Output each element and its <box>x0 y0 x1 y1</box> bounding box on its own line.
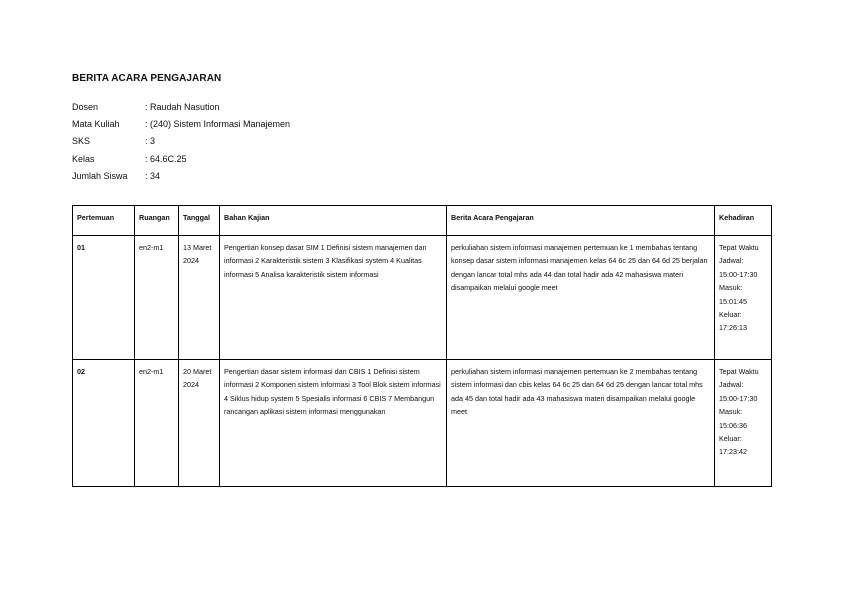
kehadiran-keluar-value: 17:26:13 <box>719 323 747 333</box>
cell-tanggal: 13 Maret 2024 <box>179 236 220 360</box>
header-berita-acara: Berita Acara Pengajaran <box>447 206 715 236</box>
cell-berita-acara: perkuliahan sistem informasi manajemen pertemuan ke 1 membahas tentang konsep dasar sistem informasi manajemen kelas 64 6c 25 dan 64 6d 25 berjalan dengan lancar total mhs ada 44 dan total hadir ada 42 mahasiswa materi disampaikan melalui google meet <box>447 236 715 360</box>
cell-bahan-kajian: Pengertian konsep dasar SIM 1 Definisi sistem manajemen dan informasi 2 Karakteristik sistem 3 Klasifikasi system 4 Kualitas informasi 5 Analisa karakteristik sistem informasi <box>220 236 447 360</box>
cell-tanggal: 20 Maret 2024 <box>179 360 220 487</box>
info-row-jumlah-siswa <box>72 168 290 185</box>
kehadiran-masuk-value: 15:01:45 <box>719 296 747 306</box>
table-row <box>73 360 772 487</box>
kehadiran-keluar-label: Keluar: <box>719 434 742 444</box>
info-label: Jumlah Siswa <box>72 170 128 181</box>
kehadiran-masuk-label: Masuk: <box>719 407 743 417</box>
cell-pertemuan: 02 <box>73 360 135 487</box>
kehadiran-status: Tepat Waktu <box>719 243 759 252</box>
header-ruangan: Ruangan <box>135 206 179 236</box>
kehadiran-jadwal-label: Jadwal: <box>719 256 744 266</box>
info-row-mata-kuliah <box>72 116 290 133</box>
kehadiran-jadwal-label: Jadwal: <box>719 380 744 390</box>
info-value: : (240) Sistem Informasi Manajemen <box>145 119 291 130</box>
info-row-dosen <box>72 99 290 116</box>
cell-ruangan: en2-m1 <box>135 360 179 487</box>
page-title: BERITA ACARA PENGAJARAN <box>72 73 222 84</box>
table-row <box>73 236 772 360</box>
course-info <box>72 99 290 185</box>
info-label: Kelas <box>72 153 95 164</box>
kehadiran-keluar-value: 17:23:42 <box>719 447 747 457</box>
attendance-table <box>72 205 772 487</box>
kehadiran-keluar-label: Keluar: <box>719 310 742 320</box>
kehadiran-jadwal-value: 15:00-17:30 <box>719 269 758 279</box>
info-label: SKS <box>72 136 91 147</box>
cell-kehadiran <box>715 360 772 487</box>
cell-ruangan: en2-m1 <box>135 236 179 360</box>
header-pertemuan: Pertemuan <box>73 206 135 236</box>
header-tanggal: Tanggal <box>179 206 220 236</box>
info-value: : 34 <box>145 170 161 181</box>
info-value: : 64.6C.25 <box>145 153 187 164</box>
cell-bahan-kajian: Pengertian dasar sistem informasi dan CBIS 1 Definisi sistem informasi 2 Komponen sistem informasi 3 Tool Blok sistem informasi 4 Siklus hidup system 5 Spesialis informasi 6 CBIS 7 Membangun rancangan aplikasi sistem informasi menggunakan <box>220 360 447 487</box>
kehadiran-masuk-label: Masuk: <box>719 283 743 293</box>
cell-pertemuan: 01 <box>73 236 135 360</box>
header-kehadiran: Kehadiran <box>715 206 772 236</box>
info-label: Mata Kuliah <box>72 119 120 130</box>
table-header-row <box>73 206 772 236</box>
info-value: : Raudah Nasution <box>145 102 220 112</box>
cell-kehadiran <box>715 236 772 360</box>
info-label: Dosen <box>72 102 99 112</box>
info-value: : 3 <box>145 136 156 147</box>
kehadiran-jadwal-value: 15:00-17:30 <box>719 393 758 403</box>
kehadiran-status: Tepat Waktu <box>719 367 759 376</box>
info-row-kelas <box>72 151 290 168</box>
kehadiran-masuk-value: 15:06:36 <box>719 420 747 430</box>
cell-berita-acara: perkuliahan sistem informasi manajemen pertemuan ke 2 membahas tentang sistem informasi dan cbis kelas 64 6c 25 dan 64 6d 25 dengan lancar total mhs ada 45 dan total hadir ada 43 mahasiswa materi disampaikan melalui google meet <box>447 360 715 487</box>
header-bahan-kajian: Bahan Kajian <box>220 206 447 236</box>
info-row-sks <box>72 133 290 150</box>
